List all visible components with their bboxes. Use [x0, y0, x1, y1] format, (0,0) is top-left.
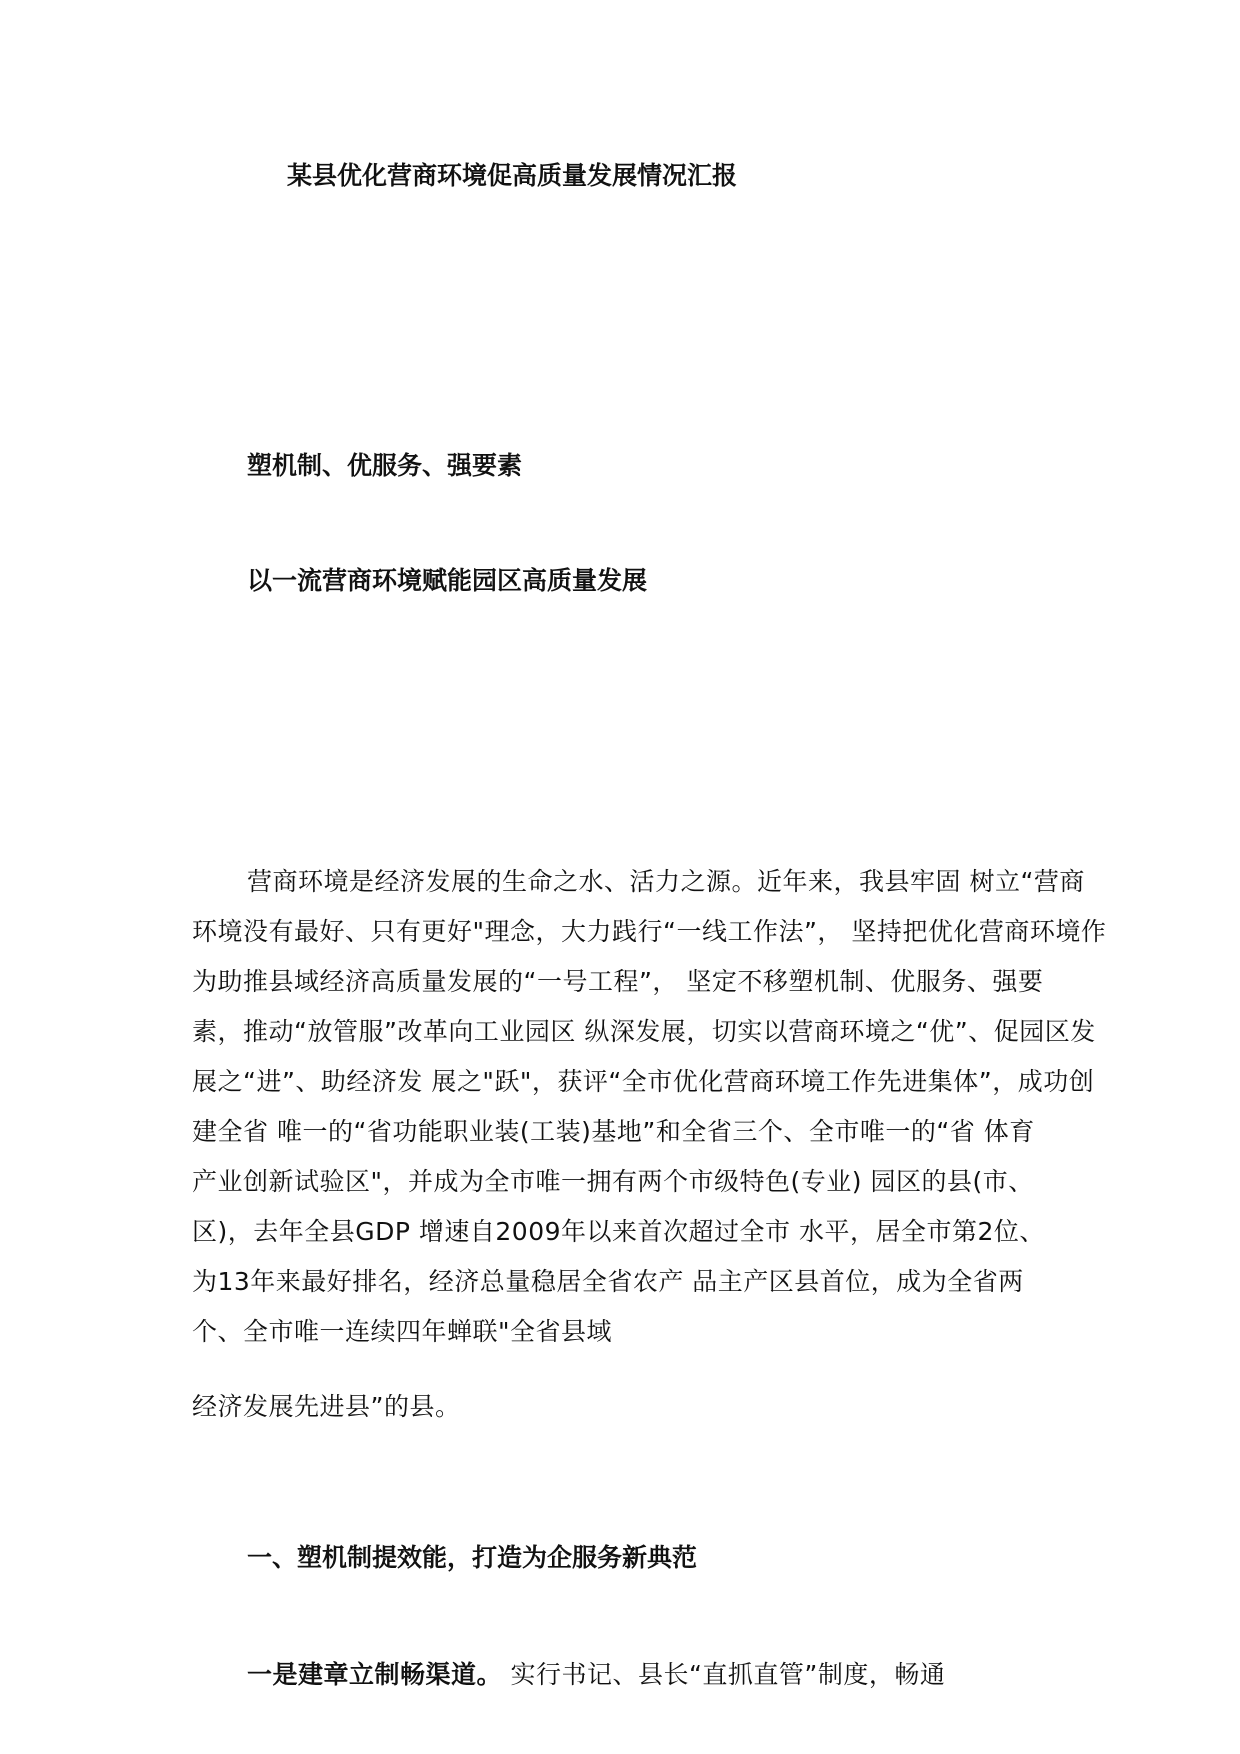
section-1-heading: 一、塑机制提效能，打造为企服务新典范 — [247, 1543, 698, 1572]
intro-line-10: 个、全市唯一连续四年蝉联"全省县域 — [192, 1317, 613, 1346]
intro-last-line: 经济发展先进县”的县。 — [192, 1392, 461, 1421]
intro-line-7: 产业创新试验区"，并成为全市唯一拥有两个市级特色(专业) 园区的县(市、 — [192, 1167, 1034, 1196]
section-1-paragraph-1-text: 实行书记、县长“直抓直管”制度，畅通 — [502, 1660, 946, 1689]
intro-line-1: 营商环境是经济发展的生命之水、活力之源。近年来，我县牢固 树立“营商 — [247, 867, 1085, 896]
intro-line-8: 区)，去年全县GDP 增速自2009年以来首次超过全市 水平，居全市第2位、 — [192, 1217, 1045, 1246]
section-1-paragraph-1-lead: 一是建章立制畅渠道。 — [247, 1660, 503, 1689]
document-title: 某县优化营商环境促高质量发展情况汇报 — [287, 161, 738, 190]
intro-line-9: 为13年来最好排名，经济总量稳居全省农产 品主产区县首位，成为全省两 — [192, 1267, 1024, 1296]
intro-line-2: 环境没有最好、只有更好"理念，大力践行“一线工作法”， 坚持把优化营商环境作 — [192, 917, 1107, 946]
intro-line-6: 建全省 唯一的“省功能职业装(工装)基地”和全省三个、全市唯一的“省 体育 — [192, 1117, 1035, 1146]
intro-line-3: 为助推县域经济高质量发展的“一号工程”， 坚定不移塑机制、优服务、强要 — [192, 967, 1044, 996]
intro-line-5: 展之“进”、助经济发 展之"跃"，获评“全市优化营商环境工作先进集体”，成功创 — [192, 1067, 1095, 1096]
intro-line-4: 素，推动“放管服”改革向工业园区 纵深发展，切实以营商环境之“优”、促园区发 — [192, 1017, 1096, 1046]
section-1-paragraph-1 — [247, 1662, 945, 1687]
subtitle-line-1: 塑机制、优服务、强要素 — [247, 451, 523, 480]
subtitle-line-2: 以一流营商环境赋能园区高质量发展 — [247, 566, 648, 595]
